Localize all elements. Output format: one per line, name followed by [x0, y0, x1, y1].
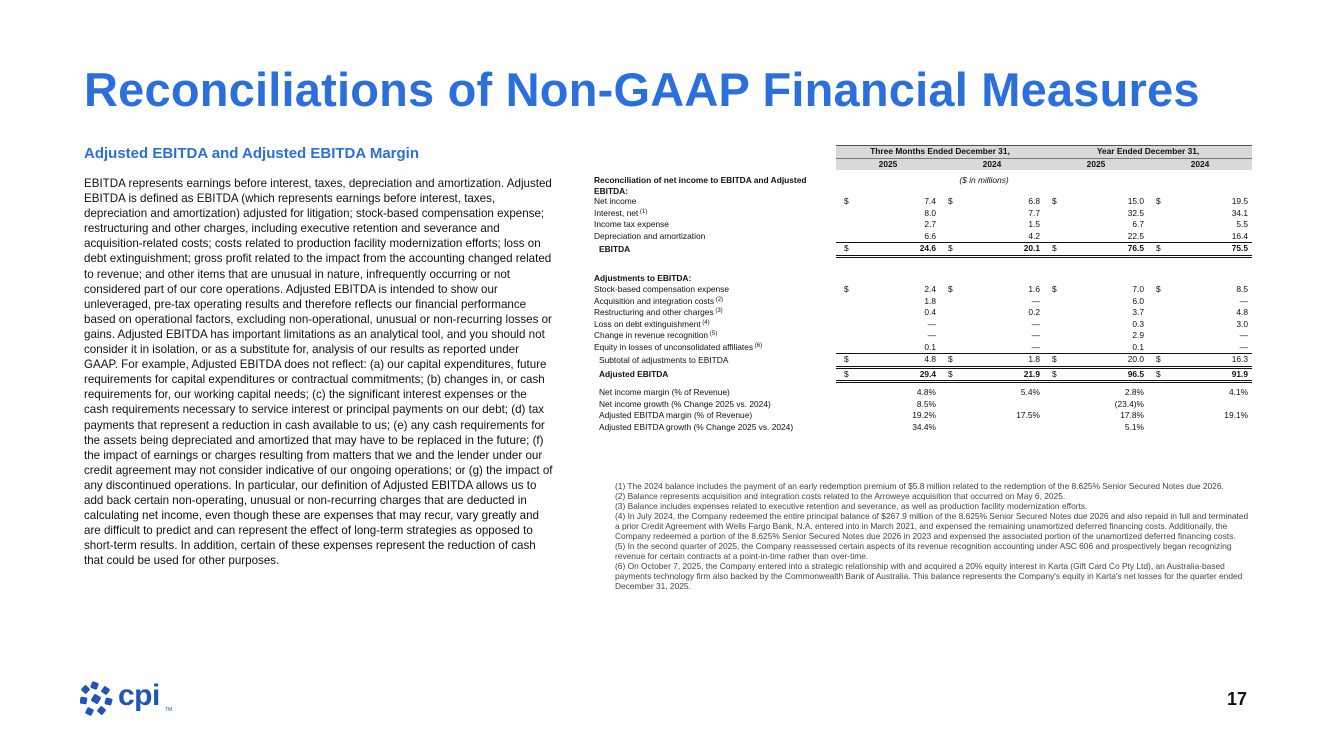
row-value: 19.2%	[912, 410, 936, 421]
row-value: —	[1031, 318, 1040, 329]
row-value: 3.0	[1236, 318, 1249, 329]
currency-symbol	[1044, 208, 1060, 220]
row-value: —	[1031, 330, 1040, 341]
currency-symbol	[940, 342, 956, 354]
currency-symbol	[836, 399, 852, 411]
adjustments-heading: Adjustments to EBITDA:	[594, 272, 692, 283]
currency-symbol	[836, 231, 852, 243]
recon-heading: Reconciliation of net income to EBITDA and Adjusted EBITDA:	[594, 175, 807, 196]
currency-symbol	[1148, 399, 1164, 411]
currency-symbol	[836, 387, 852, 399]
currency-symbol: $	[940, 243, 956, 257]
row-value: 5.1%	[1124, 421, 1144, 432]
table-row	[591, 387, 1252, 399]
units-label: ($ in millions)	[959, 175, 1009, 185]
currency-symbol	[1044, 319, 1060, 331]
currency-symbol: $	[1052, 284, 1057, 295]
row-value: 4.8	[1236, 307, 1249, 318]
year-header: 2025	[836, 158, 940, 170]
table-row	[591, 284, 1252, 296]
currency-symbol	[940, 422, 956, 434]
currency-symbol	[1044, 410, 1060, 422]
row-value: 4.8%	[916, 387, 936, 398]
row-label: Adjusted EBITDA margin (% of Revenue)	[599, 410, 753, 421]
footnote-ref: (6)	[753, 343, 763, 349]
row-label: Net income	[594, 196, 637, 207]
row-value: 19.1%	[1224, 410, 1249, 421]
currency-symbol	[1148, 208, 1164, 220]
row-label: Subtotal of adjustments to EBITDA	[599, 354, 729, 365]
footnote-ref: (2)	[714, 296, 724, 303]
row-value: 2.7	[924, 219, 936, 230]
currency-symbol	[940, 330, 956, 342]
page-number: 17	[1227, 689, 1248, 709]
row-value: 5.4%	[1020, 387, 1040, 398]
row-value: 6.7	[1132, 219, 1144, 230]
row-value: 19.5	[1231, 196, 1249, 207]
currency-symbol	[940, 319, 956, 331]
row-value: 8.5%	[916, 398, 936, 409]
cpi-logo	[80, 681, 180, 717]
row-value: 91.9	[1164, 367, 1252, 382]
currency-symbol	[1148, 422, 1164, 434]
row-value: 3.7	[1132, 307, 1144, 318]
currency-symbol	[836, 319, 852, 331]
table-row	[591, 330, 1252, 342]
table-row	[591, 367, 1252, 382]
row-value: —	[1239, 341, 1249, 352]
table-row	[591, 342, 1252, 354]
table-row	[591, 196, 1252, 208]
currency-symbol	[940, 387, 956, 399]
period-header-year: Year Ended December 31,	[1044, 146, 1252, 159]
currency-symbol: $	[836, 367, 852, 382]
row-value: 7.0	[1132, 284, 1144, 295]
row-value: 1.5	[1028, 219, 1040, 230]
currency-symbol	[1044, 399, 1060, 411]
currency-symbol: $	[1148, 367, 1164, 382]
row-value: 1.6	[1028, 284, 1040, 295]
currency-symbol	[1148, 231, 1164, 243]
row-label: Change in revenue recognition $^{(5)}$	[594, 330, 718, 341]
currency-symbol	[836, 219, 852, 231]
currency-symbol: $	[1044, 354, 1060, 368]
currency-symbol: $	[1052, 196, 1057, 207]
currency-symbol	[1148, 387, 1164, 399]
row-label: Equity in losses of unconsolidated affiliates $^{(6)}$	[594, 342, 763, 352]
row-value	[956, 422, 1044, 434]
row-label: Adjusted EBITDA growth (% Change 2025 vs. 2024)	[599, 421, 794, 432]
row-value: 76.5	[1060, 243, 1148, 257]
currency-symbol	[1044, 307, 1060, 319]
currency-symbol: $	[1156, 284, 1161, 295]
row-label: Loss on debt extinguishment $^{(4)}$	[594, 318, 710, 329]
row-value: 34.1	[1231, 207, 1249, 218]
row-value: 0.2	[1028, 307, 1040, 318]
row-label: Restructuring and other charges $^{(3)}$	[594, 307, 723, 318]
currency-symbol: $	[948, 196, 953, 207]
row-value: 16.4	[1231, 230, 1249, 241]
period-header-quarter: Three Months Ended December 31,	[836, 146, 1044, 159]
footnote: (6) On October 7, 2025, the Company entered into a strategic relationship with and acquired a 20% equity interest in Karta (Gift Card Co Pty Ltd), an Australia-based payments technology firm also backed by the Commonwealth Bank of Australia. This balance represents the Company's equity in Karta's net losses for the quarter ended December 31, 2025.	[615, 561, 1243, 591]
currency-symbol	[940, 410, 956, 422]
currency-symbol	[940, 231, 956, 243]
footnote-ref: (4)	[700, 319, 710, 326]
table-row	[591, 243, 1252, 257]
currency-symbol	[1044, 231, 1060, 243]
row-value: 0.1	[1132, 341, 1144, 352]
row-label: Acquisition and integration costs $^{(2)}$	[594, 295, 724, 306]
row-label: Stock-based compensation expense	[594, 284, 730, 295]
footnote: (3) Balance includes expenses related to executive retention and severance, as well as production facility modernization efforts.	[615, 501, 1088, 511]
footnote: (1) The 2024 balance includes the payment of an early redemption premium of $5.8 million related to the redemption of the 8.625% Senior Secured Notes due 2026.	[615, 481, 1224, 491]
row-value	[1164, 399, 1252, 411]
currency-symbol: $	[940, 367, 956, 382]
currency-symbol	[1044, 330, 1060, 342]
currency-symbol	[1148, 330, 1164, 342]
currency-symbol	[1044, 219, 1060, 231]
currency-symbol	[1148, 319, 1164, 331]
year-header: 2024	[1148, 158, 1252, 170]
currency-symbol: $	[836, 354, 852, 368]
section-heading: Adjusted EBITDA and Adjusted EBITDA Margin	[84, 145, 420, 162]
currency-symbol: $	[1044, 243, 1060, 257]
row-label: EBITDA	[599, 243, 631, 254]
row-value	[1164, 422, 1252, 434]
currency-symbol: $	[948, 284, 953, 295]
row-value: 29.4	[852, 367, 940, 382]
row-value: 17.8%	[1120, 410, 1144, 421]
row-value: 6.0	[1132, 295, 1144, 306]
currency-symbol	[1148, 296, 1164, 308]
currency-symbol	[836, 296, 852, 308]
row-value: —	[1239, 330, 1249, 341]
row-value: (23.4)%	[1114, 398, 1144, 409]
table-row	[591, 354, 1252, 368]
currency-symbol	[836, 410, 852, 422]
row-label: Interest, net $^{(1)}$	[594, 207, 648, 218]
row-value: 32.5	[1127, 207, 1144, 218]
table-row	[591, 208, 1252, 220]
row-value: 2.8%	[1124, 387, 1144, 398]
row-value: 75.5	[1164, 243, 1252, 257]
logo-tm: TM	[165, 707, 173, 713]
row-value: —	[1031, 341, 1040, 352]
row-value: 21.9	[956, 367, 1044, 382]
section-body: EBITDA represents earnings before interest, taxes, depreciation and amortization. Adjusted EBITDA is defined as EBITDA (which represents earnings before interest, taxes, depreciation and amortization) adjusted for litigation; stock-based compensation expense; restructuring and other charges, including executive retention and severance and acquisition-related costs; costs related to production facility modernization efforts; loss on debt extinguishment; gross profit related to the impact from the accounting changed related to revenue; and other items that are unusual in nature, infrequently occurring or not considered part of our core operations. Adjusted EBITDA is intended to show our unleveraged, pre-tax operating results and therefore reflects our financial performance based on operational factors, excluding non-operational, unusual or non-recurring losses or gains. Adjusted EBITDA has important limitations as an analytical tool, and you should not consider it in isolation, or as a substitute for, analysis of our results as reported under GAAP. For example, Adjusted EBITDA does not reflect: (a) our capital expenditures, future requirements for capital expenditures or contractual commitments; (b) changes in, or cash requirements for, our working capital needs; (c) the significant interest expenses or the cash requirements necessary to service interest or principal payments on our debt; (d) tax payments that represent a reduction in cash available to us; (e) any cash requirements for the assets being depreciated and amortized that may have to be replaced in the future; (f) the impact of earnings or charges resulting from matters that we and the lender under our credit agreement may not consider indicative of our ongoing operations; or (g) the impact of any discontinued operations. In particular, our definition of Adjusted EBITDA allows us to add back certain non-operating, unusual or non-recurring charges that are deducted in calculating net income, even though these are expenses that may recur, vary greatly and are difficult to predict and can represent the effect of long-term strategies as opposed to short-term results. In addition, certain of these expenses represent the reduction of cash that could be used for other purposes.	[84, 177, 553, 568]
row-value: 7.7	[1028, 207, 1040, 218]
currency-symbol	[940, 208, 956, 220]
row-value: 34.4%	[912, 421, 936, 432]
row-value: 20.1	[956, 243, 1044, 257]
row-label: Depreciation and amortization	[594, 231, 706, 241]
currency-symbol	[836, 307, 852, 319]
row-value: —	[927, 318, 936, 329]
row-value: 24.6	[852, 243, 940, 257]
footnote: (2) Balance represents acquisition and integration costs related to the Arroweye acquisition that occurred on May 6, 2025.	[615, 491, 1066, 501]
row-value: 20.0	[1060, 354, 1148, 368]
currency-symbol	[836, 208, 852, 220]
footnote-ref: (1)	[638, 208, 648, 215]
row-value: 8.0	[924, 207, 936, 218]
currency-symbol	[940, 399, 956, 411]
table-row	[591, 399, 1252, 411]
year-header: 2024	[940, 158, 1044, 170]
row-value: 4.8	[852, 354, 940, 368]
row-value: —	[1031, 295, 1040, 306]
row-value: 8.5	[1236, 284, 1249, 295]
currency-symbol	[1044, 342, 1060, 354]
currency-symbol	[836, 330, 852, 342]
row-value: 2.4	[924, 284, 936, 295]
currency-symbol: $	[1148, 354, 1164, 368]
row-label: Income tax expense	[594, 219, 669, 230]
currency-symbol	[940, 296, 956, 308]
row-value: 0.3	[1132, 318, 1144, 329]
currency-symbol	[1044, 422, 1060, 434]
row-value: 4.2	[1028, 230, 1040, 241]
footnotes	[615, 481, 1255, 591]
logo-text: cpi	[118, 679, 160, 712]
row-value: 96.5	[1060, 367, 1148, 382]
row-value: —	[927, 330, 936, 341]
row-label: Net income growth (% Change 2025 vs. 2024)	[599, 398, 771, 409]
row-value: 15.0	[1127, 196, 1144, 207]
row-label: Net income margin (% of Revenue)	[599, 387, 730, 398]
currency-symbol: $	[844, 196, 849, 207]
footnote-ref: (5)	[708, 331, 718, 338]
footnote: (5) In the second quarter of 2025, the Company reassessed certain aspects of its revenue recognition accounting under ASC 606 and prospectively began recognizing revenue for certain contracts at a point-in-time rather than over-time.	[615, 541, 1232, 561]
currency-symbol	[836, 342, 852, 354]
row-value: 0.1	[924, 341, 936, 352]
currency-symbol	[1044, 387, 1060, 399]
footnote-ref: (3)	[713, 308, 723, 315]
page-title: Reconciliations of Non-GAAP Financial Measures	[84, 63, 1200, 116]
row-value: 5.5	[1236, 219, 1249, 230]
currency-symbol	[1044, 296, 1060, 308]
currency-symbol	[940, 219, 956, 231]
row-value: 4.1%	[1228, 387, 1249, 398]
table-row	[591, 231, 1252, 243]
table-row	[591, 219, 1252, 231]
row-value: 6.6	[924, 230, 936, 241]
currency-symbol	[940, 307, 956, 319]
row-value: 22.5	[1127, 230, 1144, 241]
currency-symbol: $	[1156, 196, 1161, 207]
table-row	[591, 422, 1252, 434]
footnote: (4) In July 2024, the Company redeemed the entire principal balance of $267.9 million of the 8.625% Senior Secured Notes due 2026 and also repaid in full and terminated a prior Credit Agreement with Wells Fargo Bank, N.A. entered into in March 2021, and expensed the remaining unamortized deferred financing costs. Additionally, the Company redeemed a portion of the 8.625% Senior Secured Notes due 2026 in 2023 and expensed the associated portion of the unamortized deferred financing costs.	[615, 511, 1249, 541]
table-row	[591, 296, 1252, 308]
currency-symbol	[1148, 219, 1164, 231]
currency-symbol: $	[1148, 243, 1164, 257]
table-row	[591, 307, 1252, 319]
currency-symbol	[836, 422, 852, 434]
currency-symbol: $	[1044, 367, 1060, 382]
row-value: 1.8	[924, 295, 936, 306]
table-row	[591, 319, 1252, 331]
row-value: 17.5%	[1016, 410, 1040, 421]
currency-symbol	[1148, 342, 1164, 354]
reconciliation-table	[591, 145, 1252, 433]
row-value: 16.3	[1164, 354, 1252, 368]
year-header: 2025	[1044, 158, 1148, 170]
row-value: 0.4	[924, 307, 936, 318]
currency-symbol: $	[836, 243, 852, 257]
currency-symbol	[1148, 410, 1164, 422]
table-row	[591, 410, 1252, 422]
currency-symbol	[1148, 307, 1164, 319]
row-value: 6.8	[1028, 196, 1040, 207]
currency-symbol: $	[844, 284, 849, 295]
row-value: 2.9	[1132, 330, 1144, 341]
row-value: 7.4	[924, 196, 936, 207]
row-value	[956, 399, 1044, 411]
row-label: Adjusted EBITDA	[599, 368, 669, 379]
row-value: —	[1239, 295, 1249, 306]
row-value: 1.8	[956, 354, 1044, 368]
currency-symbol: $	[940, 354, 956, 368]
